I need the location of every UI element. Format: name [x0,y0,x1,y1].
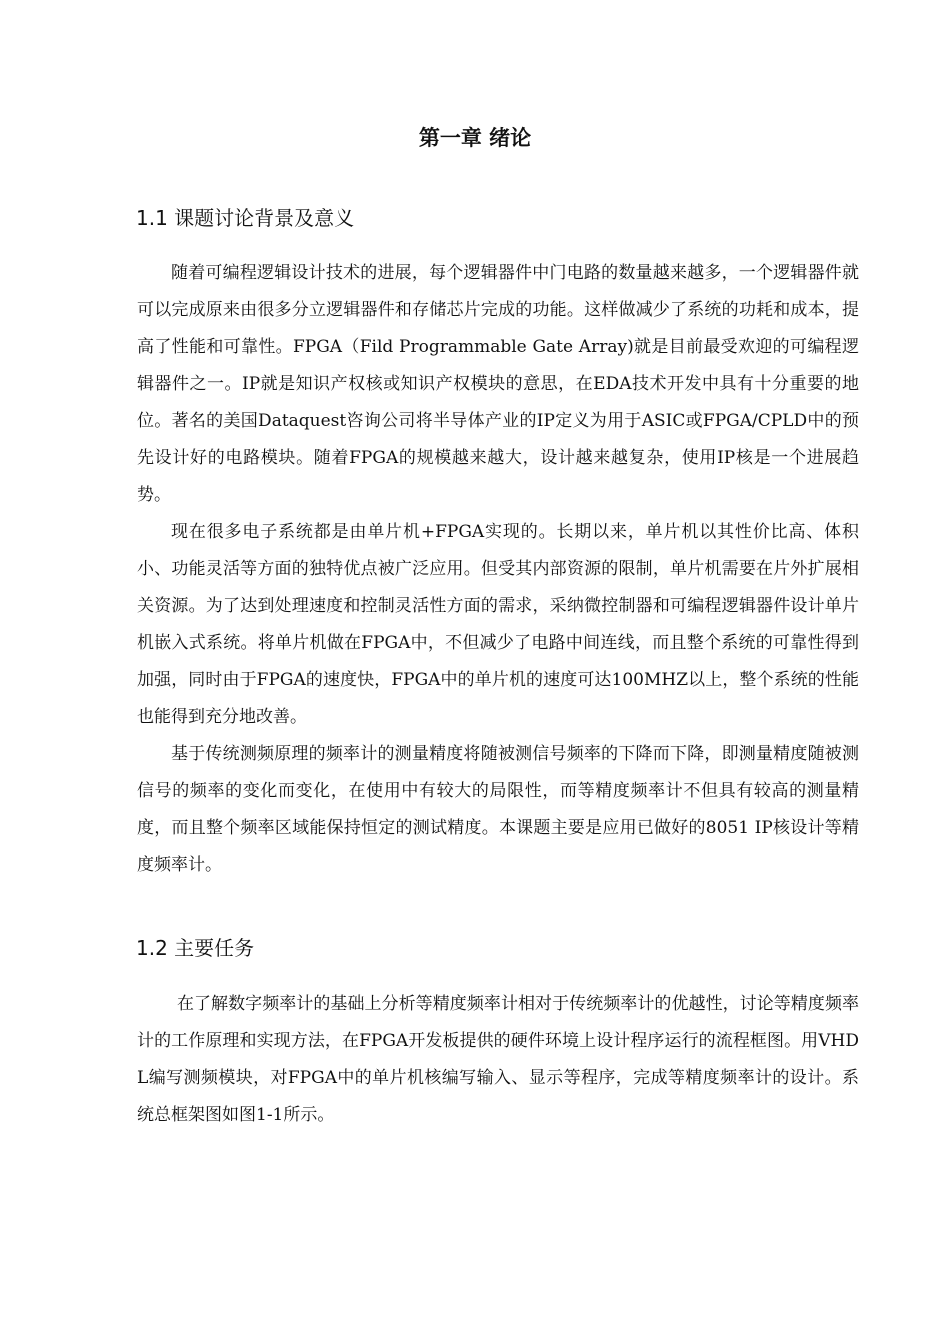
section-body-1-1 [137,255,859,884]
section-heading-1-2: 1.2 主要任务 [136,935,255,960]
paragraph: 随着可编程逻辑设计技术的进展，每个逻辑器件中门电路的数量越来越多，一个逻辑器件就可以完成原来由很多分立逻辑器件和存储芯片完成的功能。这样做减少了系统的功耗和成本，提高了性能和可靠性。FPGA（Fild Programmable Gate Array)就是目前最受欢迎的可编程逻辑器件之一。IP就是知识产权核或知识产权模块的意思，在EDA技术开发中具有十分重要的地位。著名的美国Dataquest咨询公司将半导体产业的IP定义为用于ASIC或FPGA/CPLD中的预先设计好的电路模块。随着FPGA的规模越来越大，设计越来越复杂，使用IP核是一个进展趋势。 [137,263,859,505]
section-body-1-2 [137,986,859,1134]
paragraph: 现在很多电子系统都是由单片机+FPGA实现的。长期以来，单片机以其性价比高、体积小、功能灵活等方面的独特优点被广泛应用。但受其内部资源的限制，单片机需要在片外扩展相关资源。为了达到处理速度和控制灵活性方面的需求，采纳微控制器和可编程逻辑器件设计单片机嵌入式系统。将单片机做在FPGA中，不但减少了电路中间连线，而且整个系统的可靠性得到加强，同时由于FPGA的速度快，FPGA中的单片机的速度可达100MHZ以上，整个系统的性能也能得到充分地改善。 [137,522,859,727]
paragraph: 基于传统测频原理的频率计的测量精度将随被测信号频率的下降而下降，即测量精度随被测信号的频率的变化而变化，在使用中有较大的局限性，而等精度频率计不但具有较高的测量精度，而且整个频率区域能保持恒定的测试精度。本课题主要是应用已做好的8051 IP核设计等精度频率计。 [137,744,859,875]
section-heading-1-1: 1.1 课题讨论背景及意义 [136,205,355,230]
paragraph: 在了解数字频率计的基础上分析等精度频率计相对于传统频率计的优越性，讨论等精度频率计的工作原理和实现方法，在FPGA开发板提供的硬件环境上设计程序运行的流程框图。用VHDL编写测频模块，对FPGA中的单片机核编写输入、显示等程序，完成等精度频率计的设计。系统总框架图如图1-1所示。 [137,994,859,1125]
chapter-title: 第一章 绪论 [418,126,532,151]
